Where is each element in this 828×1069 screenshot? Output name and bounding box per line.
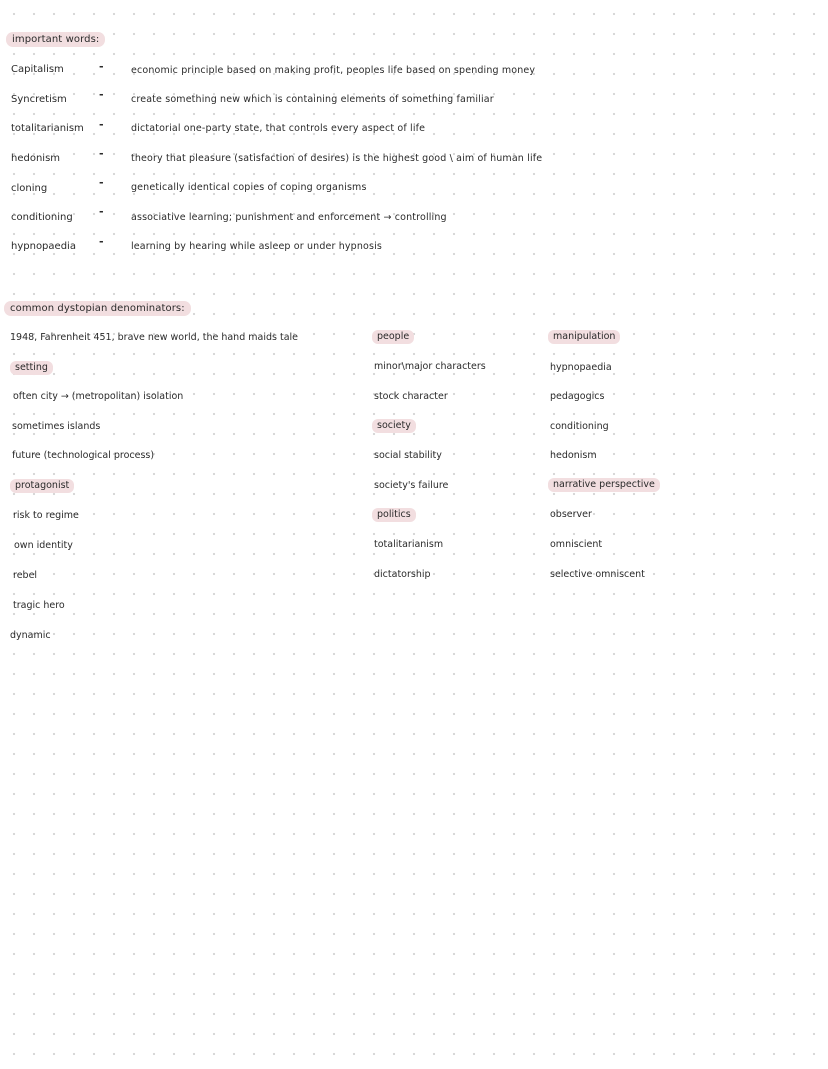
list-item: hedonism — [550, 450, 597, 461]
vocab-dash: - — [99, 88, 104, 101]
list-item: observer — [550, 509, 592, 520]
list-item: own identity — [14, 540, 73, 551]
list-item-header: narrative perspective — [548, 478, 660, 492]
list-item: often city → (metropolitan) isolation — [13, 391, 184, 402]
vocab-term: hypnopaedia — [11, 241, 76, 252]
list-item: stock character — [374, 391, 448, 402]
vocab-dash: - — [99, 60, 104, 73]
list-item-header: manipulation — [548, 330, 620, 344]
vocab-term: cloning — [11, 183, 48, 194]
vocab-term: Syncretism — [11, 94, 67, 105]
list-item: future (technological process) — [12, 450, 155, 461]
vocab-term: totalitarianism — [11, 123, 84, 134]
list-item-header: setting — [10, 361, 53, 375]
list-item: omniscient — [550, 539, 603, 550]
list-item: dynamic — [10, 630, 51, 641]
vocab-definition: learning by hearing while asleep or under hypnosis — [131, 241, 382, 252]
list-item: social stability — [374, 450, 442, 461]
vocab-definition: associative learning; punishment and enforcement → controlling — [131, 212, 447, 223]
list-item: pedagogics — [550, 391, 605, 402]
list-item: rebel — [13, 570, 38, 581]
list-item: dictatorship — [374, 569, 431, 580]
vocab-definition: dictatorial one-party state, that controls every aspect of life — [131, 123, 426, 134]
vocab-term: hedonism — [11, 153, 61, 164]
list-item: society's failure — [374, 480, 449, 491]
vocab-definition: genetically identical copies of coping organisms — [131, 182, 367, 193]
vocab-term: conditioning — [11, 212, 73, 223]
vocab-term: Capitalism — [11, 64, 64, 75]
vocab-dash: - — [99, 118, 104, 131]
list-item: hypnopaedia — [550, 362, 612, 373]
vocab-definition: theory that pleasure (satisfaction of desires) is the highest good \ aim of human life — [131, 153, 543, 164]
list-item-header: politics — [372, 508, 416, 522]
vocab-dash: - — [99, 235, 104, 248]
list-item: minor\major characters — [374, 361, 486, 372]
vocab-dash: - — [99, 205, 104, 218]
list-item: conditioning — [550, 421, 609, 432]
important-words-heading: important words: — [6, 32, 105, 47]
vocab-dash: - — [99, 176, 104, 189]
list-item: selective omniscent — [550, 569, 645, 580]
list-item: risk to regime — [13, 510, 79, 521]
vocab-dash: - — [99, 147, 104, 160]
vocab-definition: economic principle based on making profit, peoples life based on spending money — [131, 65, 536, 76]
list-item-header: society — [372, 419, 416, 433]
list-item-header: people — [372, 330, 414, 344]
vocab-definition: create something new which is containing elements of something familiar — [131, 94, 494, 105]
list-item: totalitarianism — [374, 539, 444, 550]
list-item: tragic hero — [13, 600, 65, 611]
list-item-header: protagonist — [10, 479, 74, 493]
list-item: 1948, Fahrenheit 451, brave new world, the hand maids tale — [10, 332, 299, 343]
list-item: sometimes islands — [12, 421, 101, 432]
dystopian-denominators-heading: common dystopian denominators: — [4, 301, 191, 316]
